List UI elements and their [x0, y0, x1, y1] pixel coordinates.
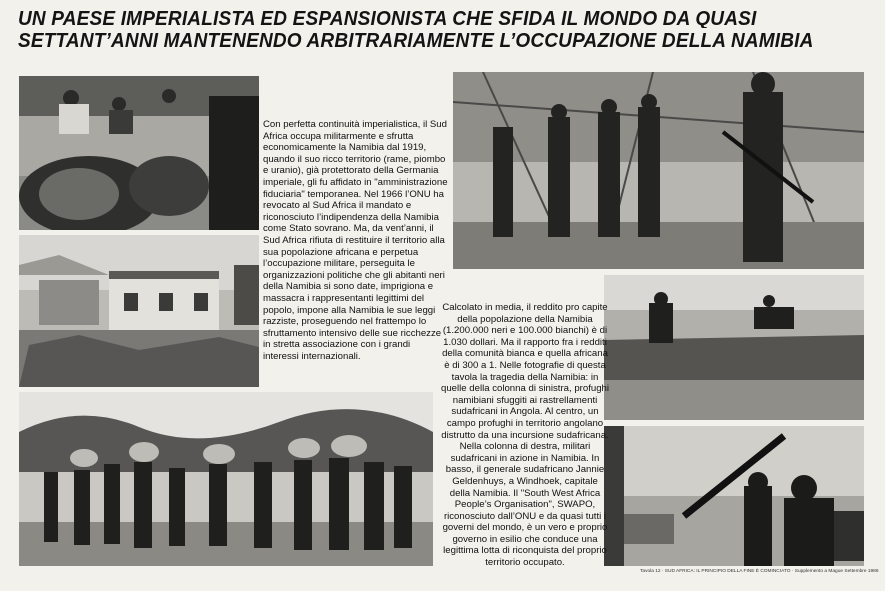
photo-destroyed-camp	[19, 235, 259, 387]
headline-line-2: SETTANT’ANNI MANTENENDO ARBITRARIAMENTE L’OCCUPAZIONE DELLA NAMIBIA	[18, 30, 814, 52]
text-block-income: Calcolato in media, il reddito pro capite della popolazione della Namibia (1.200.000 neri e 100.000 bianchi) è di 1.030 dollari. Ma il rapporto fra i redditi della comunità bianca e quella africana è di 300 a 1. Nelle fotografie di questa tavola la tragedia della Namibia: in quelle della colonna di sinistra, profughi namibiani sfuggiti ai rastrellamenti sudafricani in Angola. Al centro, un campo profughi in territorio angolano distrutto da una incursione sudafricana. Nella colonna di destra, militari sudafricani in azione in Namibia. In basso, il generale sudafricano Jannie Geldenhuys, a Windhoek, capitale della Namibia. Il "South West Africa People’s Organisation", SWAPO, riconosciuto dall’ONU e da quasi tutti i governi del mondo, è un vero e proprio governo in esilio che conduce una legittima lotta di riconquista del proprio territorio occupato.	[441, 302, 609, 569]
footer-caption: Tavola 12 · SUD AFRICA: IL PRINCIPIO DELLA FINE È COMINCIATO · Supplemento a Mague Settembre 1986	[640, 569, 879, 574]
photo-refugees-walking	[19, 392, 433, 566]
photo-refugees-resting	[19, 76, 259, 230]
headline-line-1: UN PAESE IMPERIALISTA ED ESPANSIONISTA CHE SFIDA IL MONDO DA QUASI	[18, 8, 757, 28]
photo-general-geldenhuys	[604, 426, 864, 566]
photo-soldiers-bush	[453, 72, 864, 269]
photo-soldiers-prone	[604, 275, 864, 420]
text-block-intro: Con perfetta continuità imperialistica, il Sud Africa occupa militarmente e sfrutta economicamente la Namibia dal 1919, quando il suo ricco territorio (rame, piombo e uranio), già protettorato della Germania imperiale, gli fu affidato in "amministrazione fiduciaria" temporanea. Nel 1966 l’ONU ha revocato al Sud Africa il mandato e riconosciuto l’indipendenza della Namibia come Stato sovrano. Ma, da vent’anni, il Sud Africa rifiuta di restituire il territorio alla sua popolazione africana e perpetua l’occupazione militare, perseguita le organizzazioni politiche che gli abitanti neri della Namibia si sono date, imprigiona e massacra i rappresentanti legittimi del popolo, impone alla Namibia le sue leggi razziste, proseguendo nel frattempo lo sfruttamento intensivo delle sue ricchezze in stretta associazione con i grandi interessi internazionali.	[263, 119, 448, 362]
headline	[18, 6, 835, 54]
